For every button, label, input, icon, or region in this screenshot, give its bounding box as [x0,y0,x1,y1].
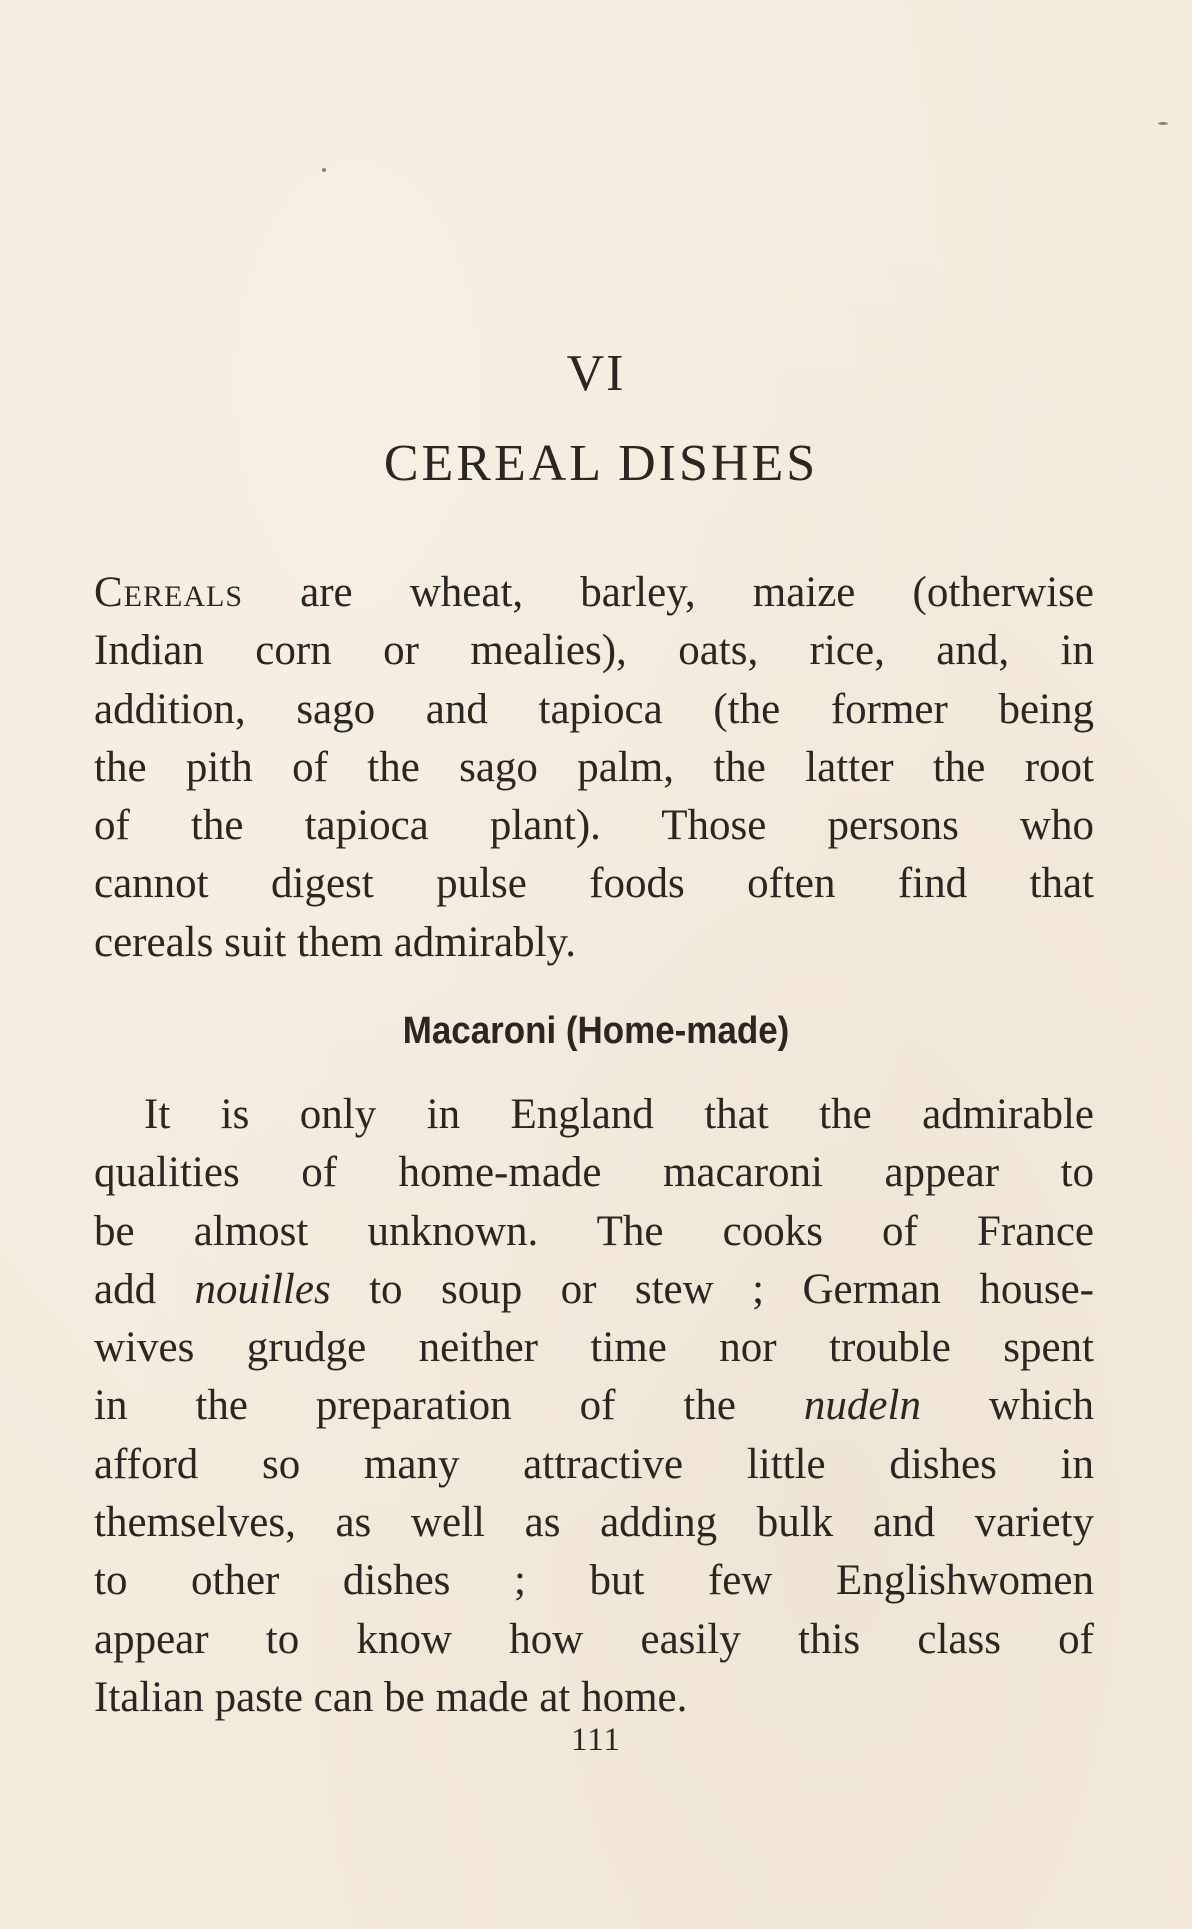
intro-line: addition, sago and tapioca (the former being [94,685,1094,733]
recipe-line: afford so many attractive little dishes in [94,1440,1094,1488]
lead-word: Cereals [94,569,244,616]
paper-speck [1158,122,1168,125]
chapter-number: VI [566,345,626,402]
recipe-line: Italian paste can be made at home. [94,1673,688,1721]
recipe-line: be almost unknown. The cooks of France [94,1207,1094,1255]
intro-line: cannot digest pulse foods often find that [94,860,1094,908]
page-number: 111 [570,1722,622,1758]
italic-term: nouilles [194,1265,331,1313]
recipe-line: themselves, as well as adding bulk and variety [94,1499,1094,1547]
italic-term: nudeln [803,1382,921,1430]
intro-line: Indian corn or mealies), oats, rice, and, in [94,627,1094,675]
recipe-heading: Macaroni (Home-made) [402,1010,790,1052]
intro-paragraph [94,564,1094,972]
recipe-line: in the preparation of the nudeln which [94,1382,1094,1430]
intro-line: of the tapioca plant). Those persons who [94,802,1094,850]
intro-line: Cereals are wheat, barley, maize (otherwise [94,569,1094,616]
recipe-line: It is only in England that the admirable [144,1091,1094,1138]
recipe-line: appear to know how easily this class of [94,1615,1094,1663]
recipe-line: to other dishes ; but few Englishwomen [94,1557,1094,1605]
recipe-line: wives grudge neither time nor trouble spent [94,1324,1094,1372]
paper-speck [322,168,326,172]
intro-line: cereals suit them admirably. [94,918,576,966]
recipe-paragraph [94,1086,1094,1727]
chapter-title: CEREAL DISHES [383,435,819,492]
recipe-line: qualities of home-made macaroni appear to [94,1149,1094,1197]
intro-line: the pith of the sago palm, the latter the root [94,743,1094,791]
recipe-line: add nouilles to soup or stew ; German house- [94,1265,1094,1313]
